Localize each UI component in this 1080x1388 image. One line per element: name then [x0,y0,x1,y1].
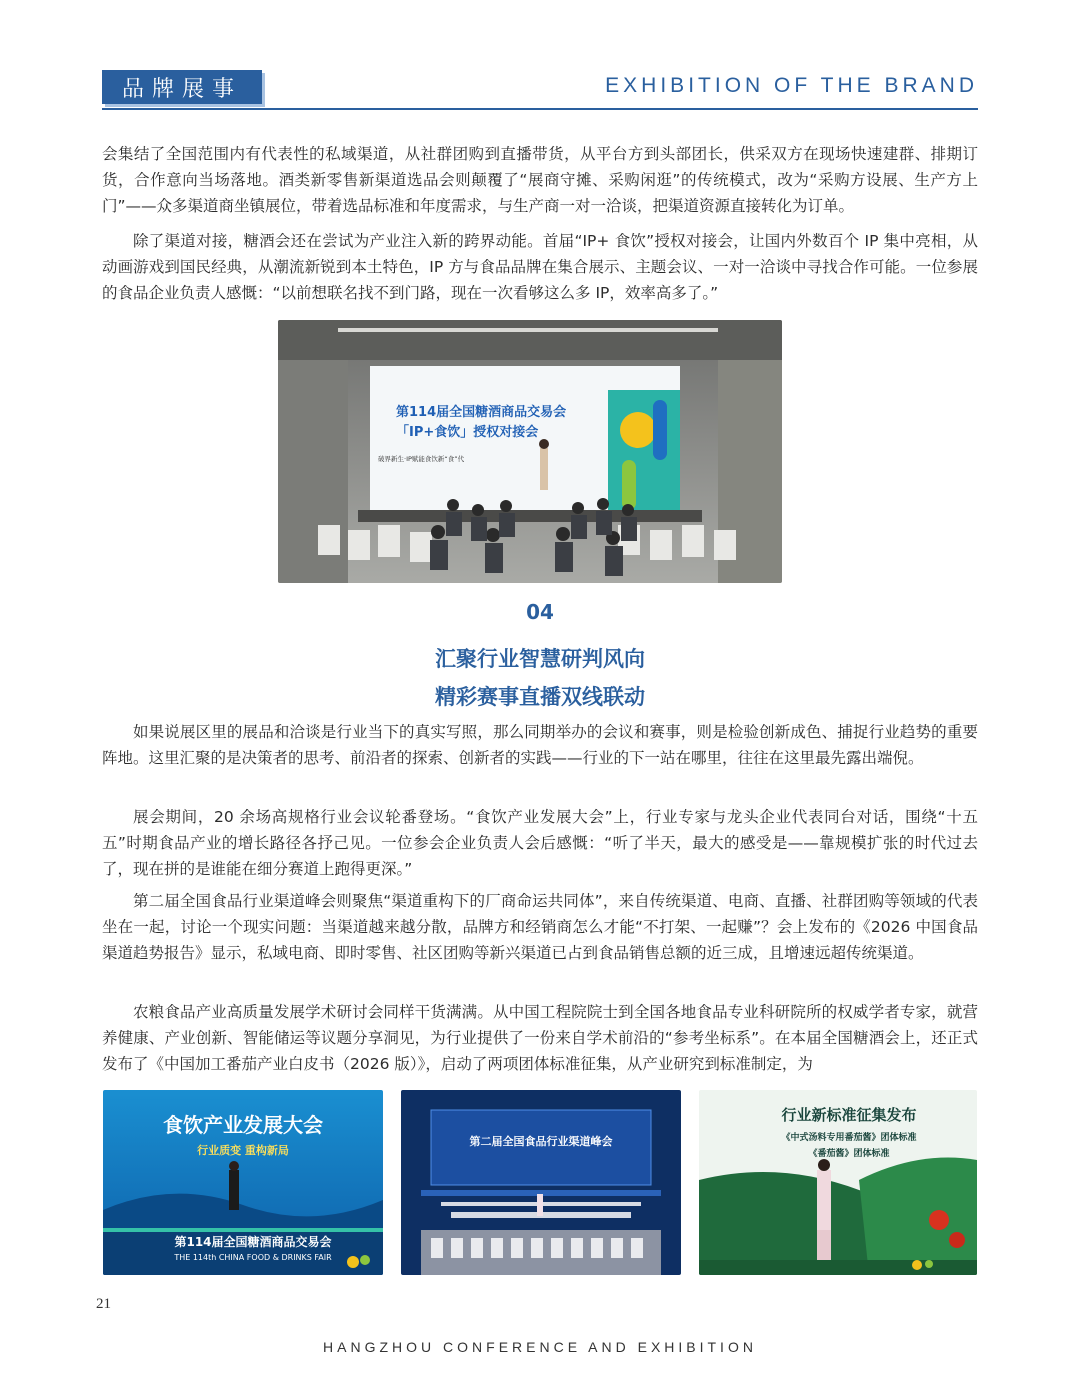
page-number: 21 [96,1296,111,1312]
photo-c-line1: 《中式汤料专用番茄酱》团体标准 [781,1133,917,1143]
photo-main-screen-line1: 第114届全国糖酒商品交易会 [396,405,567,420]
photo-a-subtitle: 行业质变 重构新局 [197,1144,289,1157]
section-title-2: 精彩赛事直播双线联动 [435,685,645,709]
paragraph-bottom-4: 农粮食品产业高质量发展学术研讨会同样干货满满。从中国工程院院士到全国各地食品专业科研院所的权威学者专家，就营养健康、产业创新、智能储运等议题分享洞见，为行业提供了一份来自学术前沿的“参考坐标系”。在本届全国糖酒会上，还正式发布了《中国加工番茄产业白皮书（2026 版）》，启动了两项团体标准征集，从产业研究到标准制定，为 [102,1003,978,1073]
photo-main-screen-line2: 「IP+食饮」授权对接会 [396,425,539,440]
photo-b-title: 第二届全国食品行业渠道峰会 [469,1135,613,1148]
header-rule [102,108,978,110]
section-title-1: 汇聚行业智慧研判风向 [435,647,645,671]
photo-channel-summit [401,1090,681,1275]
paragraph-bottom-2: 展会期间，20 余场高规格行业会议轮番登场。“食饮产业发展大会”上，行业专家与龙头企业代表同台对话，围绕“十五五”时期食品产业的增长路径各抒己见。一位参会企业负责人会后感慨：“听了半天，最大的感受是——靠规模扩张的时代过去了，现在拼的是谁能在细分赛道上跑得更深。” [102,808,978,878]
paragraph-top-2: 除了渠道对接，糖酒会还在尝试为产业注入新的跨界动能。首届“IP+ 食饮”授权对接会，让国内外数百个 IP 集中亮相，从动画游戏到国民经典，从潮流新锐到本土特色，IP 方与食品品牌在集合展示、主题会议、一对一洽谈中寻找合作可能。一位参展的食品企业负责人感慨：“以前想联名找不到门路，现在一次看够这么多 IP，效率高多了。” [102,232,978,302]
header-title-en: EXHIBITION OF THE BRAND [605,74,978,97]
photo-a-banner: 第114届全国糖酒商品交易会 [174,1235,332,1249]
photo-c-title: 行业新标准征集发布 [781,1106,917,1124]
photo-ip-licensing-event [278,320,782,583]
footer-text: HANGZHOU CONFERENCE AND EXHIBITION [323,1339,757,1355]
photo-c-line2: 《番茄酱》团体标准 [808,1149,890,1159]
section-number: 04 [526,600,554,624]
paragraph-top-1: 会集结了全国范围内有代表性的私域渠道，从社群团购到直播带货，从平台方到头部团长，供采双方在现场快速建群、排期订货，合作意向当场落地。酒类新零售新渠道选品会则颠覆了“展商守摊、采购闲逛”的传统模式，改为“采购方设展、生产方上门”——众多渠道商坐镇展位，带着选品标准和年度需求，与生产商一对一洽谈，把渠道资源直接转化为订单。 [102,145,978,215]
section-tag: 品牌展事 [102,70,262,104]
photo-a-banner-en: THE 114th CHINA FOOD & DRINKS FAIR [174,1253,332,1262]
paragraph-bottom-1: 如果说展区里的展品和洽谈是行业当下的真实写照，那么同期举办的会议和赛事，则是检验创新成色、捕捉行业趋势的重要阵地。这里汇聚的是决策者的思考、前沿者的探索、创新者的实践——行业的下一站在哪里，往往在这里最先露出端倪。 [102,723,978,767]
photo-a-title: 食饮产业发展大会 [163,1113,323,1137]
photo-food-industry-conference [103,1090,383,1275]
photo-main-screen-line3: 破界新生·IP赋能食饮新“食”代 [378,455,465,463]
paragraph-bottom-3: 第二届全国食品行业渠道峰会则聚焦“渠道重构下的厂商命运共同体”，来自传统渠道、电商、直播、社群团购等领域的代表坐在一起，讨论一个现实问题：当渠道越来越分散，品牌方和经销商怎么才能“不打架、一起赚”？会上发布的《2026 中国食品渠道趋势报告》显示，私域电商、即时零售、社区团购等新兴渠道已占到食品销售总额的近三成，且增速远超传统渠道。 [102,892,978,962]
photo-standards-release [699,1090,977,1275]
